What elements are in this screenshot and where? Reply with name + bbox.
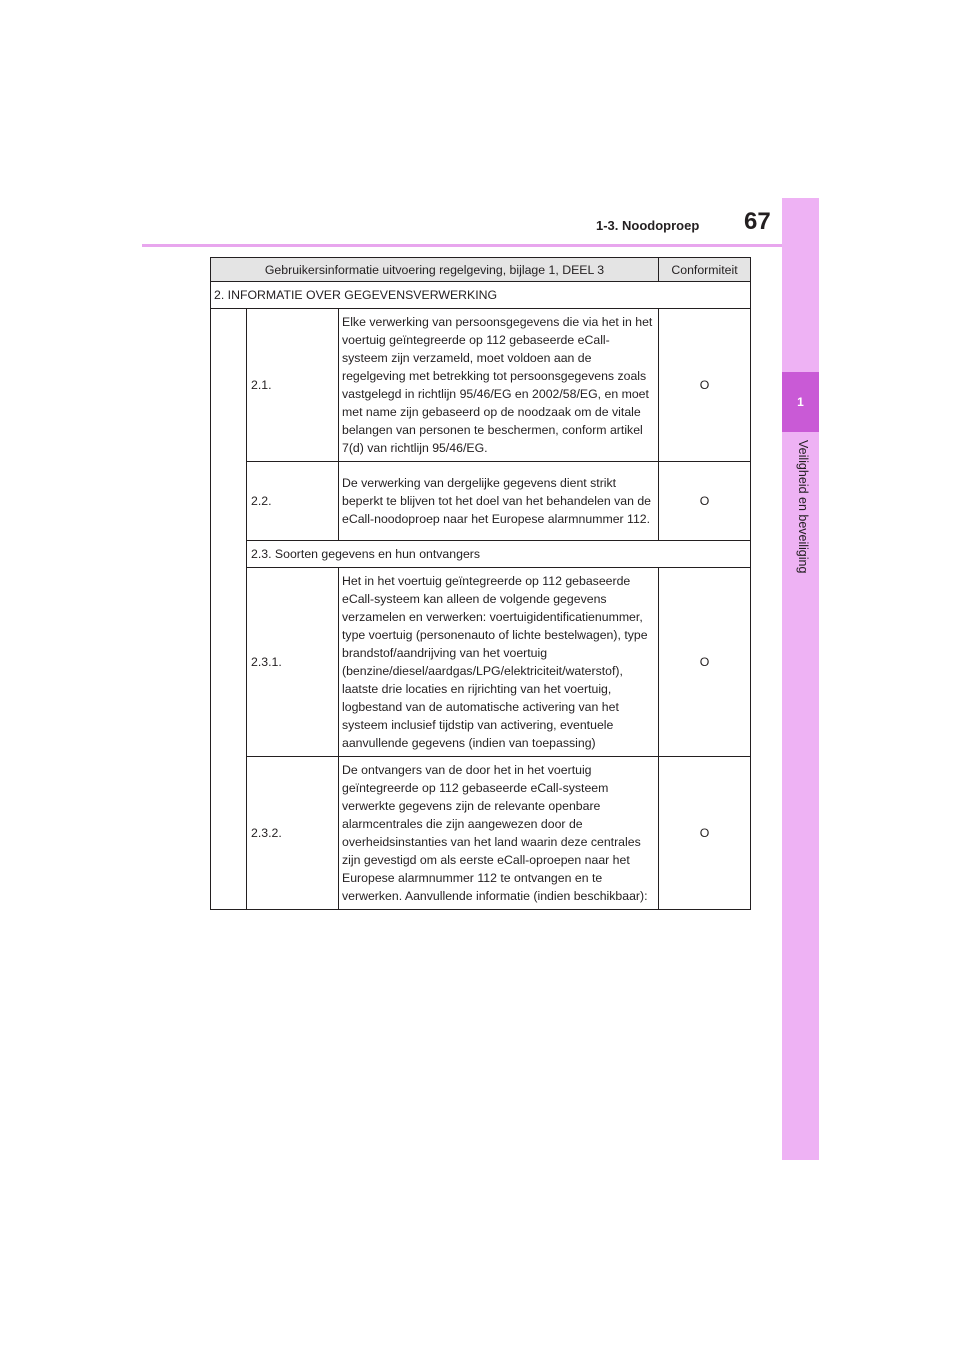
row-text: Het in het voertuig geïntegreerde op 112 gebaseerde eCall-systeem kan alleen de volgende gegevens verzamelen en verwerken: voertuigidentificatienummer, type voertuig (personenauto of lichte bestelwagen), type brandstof/aandrijving van het voertuig (benzine/diesel/aardgas/LPG/elektriciteit/waterstof), laatste drie locaties en rijrichting van het voertuig, logbestand van de automatische activering van het systeem inclusief tijdstip van activering, eventuele aanvullende gegevens (indien van toepassing) bbox=[339, 568, 659, 757]
chapter-number-tab: 1 bbox=[782, 372, 819, 432]
row-text: De ontvangers van de door het in het voertuig geïntegreerde op 112 gebaseerde eCall-systeem verwerkte gegevens zijn de relevante openbare alarmcentrales die zijn aangewezen door de overheidsinstanties van het land waarin deze centrales zijn gevestigd om als eerste eCall-oproepen naar het Europese alarmnummer 112 te ontvangen en te verwerken. Aanvullende informatie (indien beschikbaar): bbox=[339, 757, 659, 910]
table-row bbox=[211, 309, 751, 462]
row-conformity: O bbox=[659, 462, 751, 541]
header-rule bbox=[142, 244, 782, 247]
table-row bbox=[211, 462, 751, 541]
page-number: 67 bbox=[744, 208, 771, 235]
subheading-row bbox=[211, 541, 751, 568]
column-header-conformity: Conformiteit bbox=[659, 258, 751, 282]
chapter-side-tab bbox=[782, 198, 819, 1160]
row-number: 2.3.2. bbox=[247, 757, 339, 910]
row-conformity: O bbox=[659, 568, 751, 757]
section-heading-row bbox=[211, 282, 751, 309]
row-text: Elke verwerking van persoonsgegevens die via het in het voertuig geïntegreerde op 112 gebaseerde eCall-systeem zijn verzameld, moet voldoen aan de regelgeving met betrekking tot persoonsgegevens zoals vastgelegd in richtlijn 95/46/EG en 2002/58/EG, en moet met name zijn gebaseerd op de noodzaak om de vitale belangen van personen te beschermen, conform artikel 7(d) van richtlijn 95/46/EG. bbox=[339, 309, 659, 462]
section-heading: 2. INFORMATIE OVER GEGEVENSVERWERKING bbox=[211, 282, 751, 309]
row-conformity: O bbox=[659, 309, 751, 462]
table-header-row bbox=[211, 258, 751, 282]
row-text: De verwerking van dergelijke gegevens dient strikt beperkt te blijven tot het doel van het behandelen van de eCall-noodoproep naar het Europese alarmnummer 112. bbox=[339, 462, 659, 541]
column-header-info: Gebruikersinformatie uitvoering regelgeving, bijlage 1, DEEL 3 bbox=[211, 258, 659, 282]
table-row bbox=[211, 568, 751, 757]
regulation-table bbox=[210, 257, 751, 910]
subheading: 2.3. Soorten gegevens en hun ontvangers bbox=[247, 541, 751, 568]
table-row bbox=[211, 757, 751, 910]
row-number: 2.2. bbox=[247, 462, 339, 541]
row-conformity: O bbox=[659, 757, 751, 910]
indent-cell bbox=[211, 309, 247, 910]
section-title: 1-3. Noodoproep bbox=[596, 218, 700, 233]
chapter-title-vertical: Veiligheid en beveiliging bbox=[796, 440, 810, 574]
row-number: 2.3.1. bbox=[247, 568, 339, 757]
row-number: 2.1. bbox=[247, 309, 339, 462]
